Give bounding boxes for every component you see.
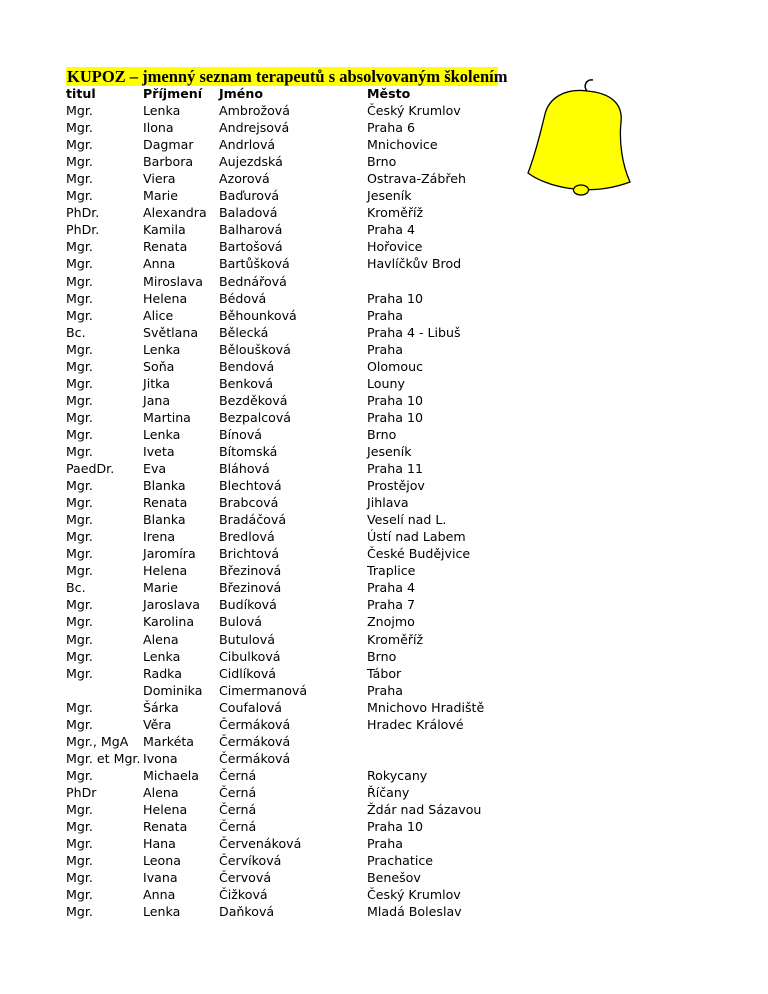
- cell-mesto: Praha 4: [367, 580, 415, 596]
- cell-jmeno: Ambrožová: [219, 103, 290, 119]
- cell-prijmeni: Helena: [143, 290, 188, 306]
- cell-prijmeni: Lenka: [143, 103, 181, 119]
- cell-titul: Mgr.: [66, 188, 93, 204]
- cell-jmeno: Bartošová: [219, 239, 283, 255]
- cell-jmeno: Bezpalcová: [219, 409, 292, 425]
- cell-mesto: Praha 4: [367, 222, 415, 238]
- cell-titul: Mgr., MgA: [66, 733, 129, 749]
- cell-titul: Mgr.: [66, 699, 93, 715]
- cell-titul: Mgr.: [66, 103, 93, 119]
- cell-jmeno: Čermáková: [219, 733, 291, 749]
- cell-titul: PhDr: [66, 784, 97, 800]
- header-prijmeni: Příjmení: [143, 86, 203, 101]
- cell-titul: Mgr.: [66, 563, 93, 579]
- cell-jmeno: Butulová: [219, 631, 275, 647]
- cell-prijmeni: Martina: [143, 409, 191, 425]
- cell-mesto: Praha 10: [367, 819, 423, 835]
- cell-prijmeni: Blanka: [143, 512, 186, 528]
- cell-jmeno: Cidlíková: [219, 665, 277, 681]
- cell-prijmeni: Lenka: [143, 426, 181, 442]
- header-titul: titul: [66, 86, 96, 101]
- cell-titul: Mgr.: [66, 614, 93, 630]
- cell-mesto: České Budějvice: [367, 546, 471, 562]
- cell-jmeno: Budíková: [219, 597, 277, 613]
- cell-mesto: Tábor: [367, 665, 402, 681]
- cell-jmeno: Červenáková: [219, 836, 302, 852]
- cell-prijmeni: Blanka: [143, 478, 186, 494]
- cell-jmeno: Černá: [219, 784, 257, 800]
- cell-mesto: Praha 10: [367, 290, 423, 306]
- cell-mesto: Praha 7: [367, 597, 415, 613]
- cell-mesto: Praha: [367, 836, 403, 852]
- cell-jmeno: Brabcová: [219, 495, 279, 511]
- cell-prijmeni: Markéta: [143, 733, 195, 749]
- cell-mesto: Havlíčkův Brod: [367, 256, 462, 272]
- cell-jmeno: Červová: [219, 870, 272, 886]
- cell-jmeno: Bédová: [219, 290, 267, 306]
- cell-mesto: Říčany: [367, 784, 410, 800]
- cell-prijmeni: Irena: [143, 529, 176, 545]
- cell-mesto: Brno: [367, 648, 397, 664]
- cell-prijmeni: Šárka: [143, 699, 179, 715]
- cell-titul: Mgr.: [66, 648, 93, 664]
- cell-mesto: Traplice: [367, 563, 416, 579]
- cell-jmeno: Bednářová: [219, 273, 287, 289]
- cell-titul: Mgr.: [66, 443, 93, 459]
- cell-prijmeni: Světlana: [143, 324, 199, 340]
- cell-jmeno: Blechtová: [219, 478, 282, 494]
- cell-titul: Mgr.: [66, 409, 93, 425]
- cell-jmeno: Brichtová: [219, 546, 280, 562]
- cell-prijmeni: Jitka: [143, 375, 170, 391]
- cell-titul: Mgr.: [66, 154, 93, 170]
- cell-titul: Mgr.: [66, 716, 93, 732]
- cell-prijmeni: Lenka: [143, 904, 181, 920]
- cell-titul: Mgr.: [66, 290, 93, 306]
- cell-jmeno: Cibulková: [219, 648, 281, 664]
- cell-jmeno: Bělecká: [219, 324, 269, 340]
- cell-mesto: Olomouc: [367, 358, 423, 374]
- cell-titul: Mgr.: [66, 495, 93, 511]
- cell-titul: PaedDr.: [66, 461, 115, 477]
- cell-titul: PhDr.: [66, 222, 100, 238]
- cell-mesto: Mnichovice: [367, 137, 438, 153]
- cell-prijmeni: Eva: [143, 461, 167, 477]
- cell-titul: Bc.: [66, 324, 86, 340]
- cell-jmeno: Běhounková: [219, 307, 297, 323]
- cell-prijmeni: Radka: [143, 665, 182, 681]
- cell-titul: Mgr.: [66, 375, 93, 391]
- cell-titul: Mgr.: [66, 358, 93, 374]
- cell-jmeno: Azorová: [219, 171, 270, 187]
- cell-mesto: Znojmo: [367, 614, 415, 630]
- cell-prijmeni: Hana: [143, 836, 176, 852]
- cell-prijmeni: Alice: [143, 307, 174, 323]
- cell-prijmeni: Marie: [143, 580, 179, 596]
- cell-jmeno: Čižková: [219, 887, 268, 903]
- cell-titul: Mgr.: [66, 767, 93, 783]
- cell-titul: Mgr.: [66, 256, 93, 272]
- cell-prijmeni: Soňa: [143, 358, 175, 374]
- cell-titul: Mgr.: [66, 904, 93, 920]
- cell-jmeno: Balharová: [219, 222, 283, 238]
- cell-prijmeni: Věra: [143, 716, 172, 732]
- cell-prijmeni: Helena: [143, 801, 188, 817]
- cell-jmeno: Černá: [219, 819, 257, 835]
- cell-mesto: Prostějov: [367, 478, 425, 494]
- cell-titul: Mgr.: [66, 801, 93, 817]
- cell-titul: Mgr.: [66, 597, 93, 613]
- cell-jmeno: Bendová: [219, 358, 275, 374]
- cell-jmeno: Baďurová: [219, 188, 280, 204]
- cell-jmeno: Březinová: [219, 580, 282, 596]
- cell-jmeno: Andrejsová: [219, 120, 290, 136]
- cell-prijmeni: Renata: [143, 819, 188, 835]
- cell-prijmeni: Karolina: [143, 614, 195, 630]
- cell-jmeno: Černá: [219, 767, 257, 783]
- cell-jmeno: Aujezdská: [219, 154, 283, 170]
- document-title: KUPOZ – jmenný seznam terapeutů s absolvovaným školením: [67, 67, 508, 86]
- cell-jmeno: Andrlová: [219, 137, 276, 153]
- cell-titul: Mgr.: [66, 512, 93, 528]
- cell-mesto: Praha 6: [367, 120, 415, 136]
- cell-prijmeni: Michaela: [143, 767, 199, 783]
- cell-jmeno: Coufalová: [219, 699, 283, 715]
- cell-jmeno: Čermáková: [219, 750, 291, 766]
- cell-mesto: Hořovice: [367, 239, 423, 255]
- cell-jmeno: Bínová: [219, 426, 262, 442]
- cell-prijmeni: Ivana: [143, 870, 178, 886]
- cell-titul: Mgr.: [66, 870, 93, 886]
- cell-jmeno: Březinová: [219, 563, 282, 579]
- cell-mesto: Český Krumlov: [367, 103, 461, 119]
- cell-prijmeni: Dominika: [143, 682, 203, 698]
- cell-mesto: Praha 4 - Libuš: [367, 324, 461, 340]
- cell-jmeno: Benková: [219, 375, 274, 391]
- cell-prijmeni: Dagmar: [143, 137, 194, 153]
- cell-titul: Mgr.: [66, 137, 93, 153]
- cell-prijmeni: Barbora: [143, 154, 194, 170]
- bell-icon: [525, 78, 645, 203]
- cell-titul: Mgr.: [66, 836, 93, 852]
- cell-jmeno: Červíková: [219, 853, 282, 869]
- cell-titul: Bc.: [66, 580, 86, 596]
- cell-mesto: Brno: [367, 154, 397, 170]
- cell-prijmeni: Marie: [143, 188, 179, 204]
- cell-titul: Mgr.: [66, 426, 93, 442]
- cell-mesto: Kroměříž: [367, 205, 424, 221]
- cell-jmeno: Daňková: [219, 904, 275, 920]
- cell-mesto: Jihlava: [367, 495, 409, 511]
- header-mesto: Město: [367, 86, 411, 101]
- cell-mesto: Jeseník: [367, 188, 412, 204]
- cell-jmeno: Černá: [219, 801, 257, 817]
- cell-titul: Mgr.: [66, 631, 93, 647]
- cell-mesto: Prachatice: [367, 853, 434, 869]
- cell-prijmeni: Lenka: [143, 341, 181, 357]
- cell-prijmeni: Renata: [143, 239, 188, 255]
- cell-prijmeni: Anna: [143, 256, 176, 272]
- cell-jmeno: Čermáková: [219, 716, 291, 732]
- cell-jmeno: Bredlová: [219, 529, 275, 545]
- cell-mesto: Brno: [367, 426, 397, 442]
- cell-prijmeni: Renata: [143, 495, 188, 511]
- cell-mesto: Praha: [367, 341, 403, 357]
- cell-prijmeni: Alena: [143, 631, 179, 647]
- cell-mesto: Praha 10: [367, 409, 423, 425]
- cell-titul: Mgr.: [66, 887, 93, 903]
- cell-titul: Mgr.: [66, 546, 93, 562]
- cell-mesto: Ústí nad Labem: [367, 529, 466, 545]
- cell-mesto: Praha: [367, 307, 403, 323]
- cell-prijmeni: Alena: [143, 784, 179, 800]
- cell-jmeno: Bulová: [219, 614, 262, 630]
- cell-prijmeni: Helena: [143, 563, 188, 579]
- cell-titul: Mgr.: [66, 392, 93, 408]
- cell-jmeno: Baladová: [219, 205, 278, 221]
- cell-mesto: Benešov: [367, 870, 421, 886]
- cell-prijmeni: Jaromíra: [143, 546, 196, 562]
- cell-titul: Mgr.: [66, 171, 93, 187]
- cell-prijmeni: Kamila: [143, 222, 186, 238]
- cell-jmeno: Bartůšková: [219, 256, 290, 272]
- cell-prijmeni: Anna: [143, 887, 176, 903]
- cell-titul: Mgr.: [66, 819, 93, 835]
- cell-jmeno: Bláhová: [219, 461, 270, 477]
- cell-mesto: Ždár nad Sázavou: [367, 801, 482, 817]
- cell-prijmeni: Lenka: [143, 648, 181, 664]
- cell-mesto: Praha 10: [367, 392, 423, 408]
- cell-jmeno: Běloušková: [219, 341, 291, 357]
- cell-titul: Mgr.: [66, 853, 93, 869]
- cell-mesto: Rokycany: [367, 767, 428, 783]
- header-jmeno: Jméno: [219, 86, 263, 101]
- cell-mesto: Louny: [367, 375, 405, 391]
- cell-mesto: Kroměříž: [367, 631, 424, 647]
- cell-prijmeni: Jana: [143, 392, 171, 408]
- cell-titul: Mgr.: [66, 341, 93, 357]
- cell-mesto: Ostrava-Zábřeh: [367, 171, 466, 187]
- cell-jmeno: Cimermanová: [219, 682, 308, 698]
- cell-jmeno: Bradáčová: [219, 512, 287, 528]
- cell-prijmeni: Jaroslava: [143, 597, 200, 613]
- cell-titul: Mgr.: [66, 529, 93, 545]
- cell-prijmeni: Alexandra: [143, 205, 207, 221]
- cell-jmeno: Bezděková: [219, 392, 288, 408]
- cell-mesto: Jeseník: [367, 443, 412, 459]
- cell-prijmeni: Viera: [143, 171, 176, 187]
- cell-mesto: Veselí nad L.: [367, 512, 447, 528]
- cell-titul: Mgr. et Mgr.: [66, 750, 141, 766]
- cell-mesto: Hradec Králové: [367, 716, 464, 732]
- cell-prijmeni: Iveta: [143, 443, 175, 459]
- cell-mesto: Praha: [367, 682, 403, 698]
- cell-titul: Mgr.: [66, 307, 93, 323]
- cell-titul: PhDr.: [66, 205, 100, 221]
- cell-prijmeni: Ivona: [143, 750, 178, 766]
- cell-titul: Mgr.: [66, 239, 93, 255]
- cell-titul: Mgr.: [66, 665, 93, 681]
- cell-mesto: Český Krumlov: [367, 887, 461, 903]
- cell-prijmeni: Leona: [143, 853, 181, 869]
- cell-mesto: Praha 11: [367, 461, 423, 477]
- cell-jmeno: Bítomská: [219, 443, 278, 459]
- cell-titul: Mgr.: [66, 120, 93, 136]
- cell-mesto: Mladá Boleslav: [367, 904, 462, 920]
- cell-prijmeni: Ilona: [143, 120, 174, 136]
- cell-titul: Mgr.: [66, 273, 93, 289]
- cell-prijmeni: Miroslava: [143, 273, 203, 289]
- cell-mesto: Mnichovo Hradiště: [367, 699, 485, 715]
- cell-titul: Mgr.: [66, 478, 93, 494]
